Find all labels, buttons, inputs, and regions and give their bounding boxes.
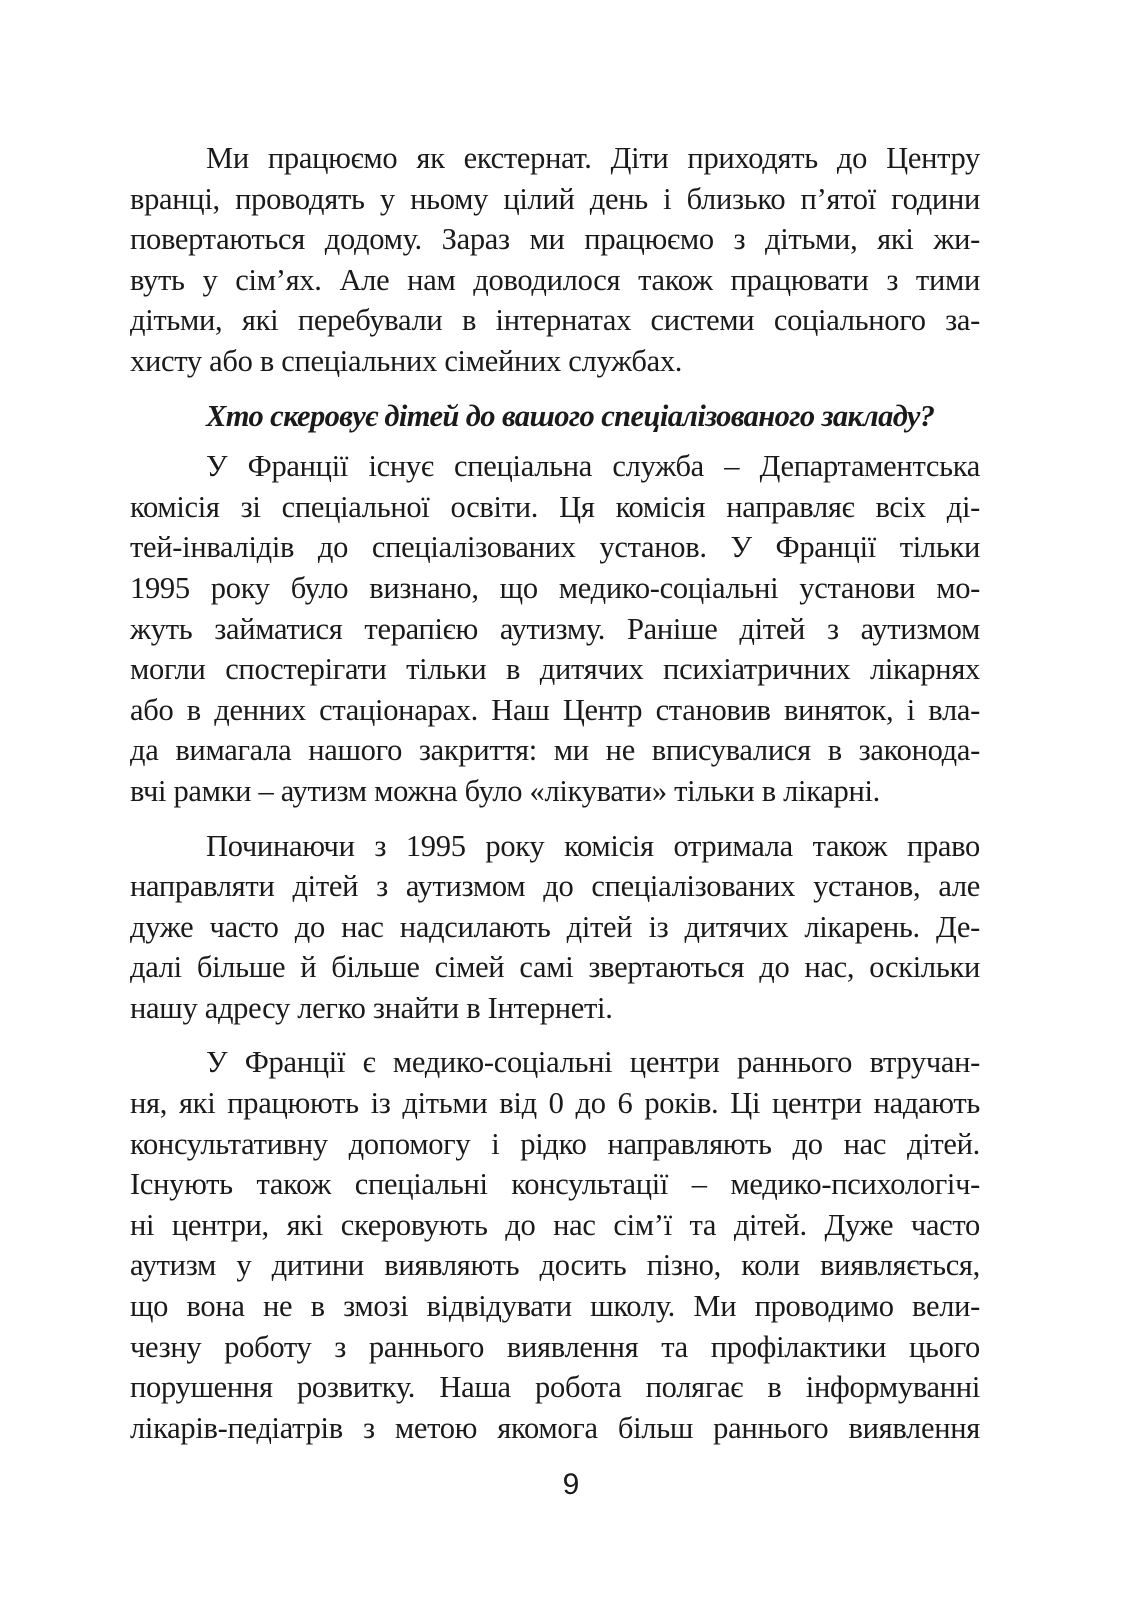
text-line: вуть у сім’ях. Але нам доводилося також працювати з тими	[130, 262, 980, 297]
text-line: повертаються додому. Зараз ми працюємо з дітьми, які жи-	[130, 222, 980, 257]
text-line: дітьми, які перебували в інтернатах системи соціального за-	[130, 303, 980, 338]
text-line: далі більше й більше сімей самі звертаються до нас, оскільки	[130, 950, 980, 985]
text-line: вчі рамки – аутизм можна було «лікувати» тільки в лікарні.	[130, 773, 880, 808]
text-line: аутизм у дитини виявляють досить пізно, коли виявляється,	[130, 1248, 980, 1283]
text-line: жуть займатися терапією аутизму. Раніше дітей з аутизмом	[130, 611, 980, 646]
text-line: Починаючи з 1995 року комісія отримала також право	[206, 828, 980, 863]
text-line: що вона не в змозі відвідувати школу. Ми проводимо вели-	[130, 1289, 980, 1324]
text-line: да вимагала нашого закриття: ми не вписувалися в законода-	[130, 733, 980, 768]
text-line: дуже часто до нас надсилають дітей із дитячих лікарень. Де-	[130, 909, 980, 944]
page-body	[130, 138, 980, 1462]
text-line: Ми працюємо як екстернат. Діти приходять до Центру	[206, 141, 980, 175]
text-line: тей-інвалідів до спеціалізованих установ. У Франції тільки	[130, 530, 980, 565]
text-line: могли спостерігати тільки в дитячих психіатричних лікарнях	[130, 652, 980, 687]
text-line: направляти дітей з аутизмом до спеціалізованих установ, але	[130, 869, 980, 904]
paragraph-4	[130, 1042, 980, 1448]
text-line: консультативну допомогу і рідко направляють до нас дітей.	[130, 1126, 980, 1161]
text-line: порушення розвитку. Наша робота полягає в інформуванні	[130, 1370, 980, 1405]
paragraph-3	[130, 826, 980, 1029]
paragraph-2	[130, 446, 980, 811]
page-number: 9	[562, 1468, 580, 1501]
text-line: 1995 року було визнано, що медико-соціальні установи мо-	[130, 570, 980, 605]
text-line: нашу адресу легко знайти в Інтернеті.	[130, 990, 613, 1025]
text-line: вранці, проводять у ньому цілий день і близько п’ятої години	[130, 181, 980, 216]
text-line: ня, які працюють із дітьми від 0 до 6 років. Ці центри надають	[130, 1086, 980, 1121]
text-line: У Франції є медико-соціальні центри раннього втручан-	[206, 1045, 980, 1080]
text-line: або в денних стаціонарах. Наш Центр становив виняток, і вла-	[130, 692, 980, 727]
text-line: чезну роботу з раннього виявлення та профілактики цього	[130, 1329, 980, 1364]
text-line: комісія зі спеціальної освіти. Ця комісія направляє всіх ді-	[130, 489, 980, 524]
text-line: У Франції існує спеціальна служба – Департаментська	[206, 449, 980, 484]
text-line: хисту або в спеціальних сімейних службах.	[130, 343, 683, 378]
text-line: ні центри, які скеровують до нас сім’ї та дітей. Дуже часто	[130, 1207, 980, 1242]
text-line: лікарів-педіатрів з метою якомога більш раннього виявлення	[130, 1410, 980, 1445]
interview-question: Хто скеровує дітей до вашого спеціалізованого закладу?	[206, 398, 935, 433]
paragraph-1	[130, 138, 980, 382]
text-line: Існують також спеціальні консультації – медико-психологіч-	[130, 1167, 980, 1202]
